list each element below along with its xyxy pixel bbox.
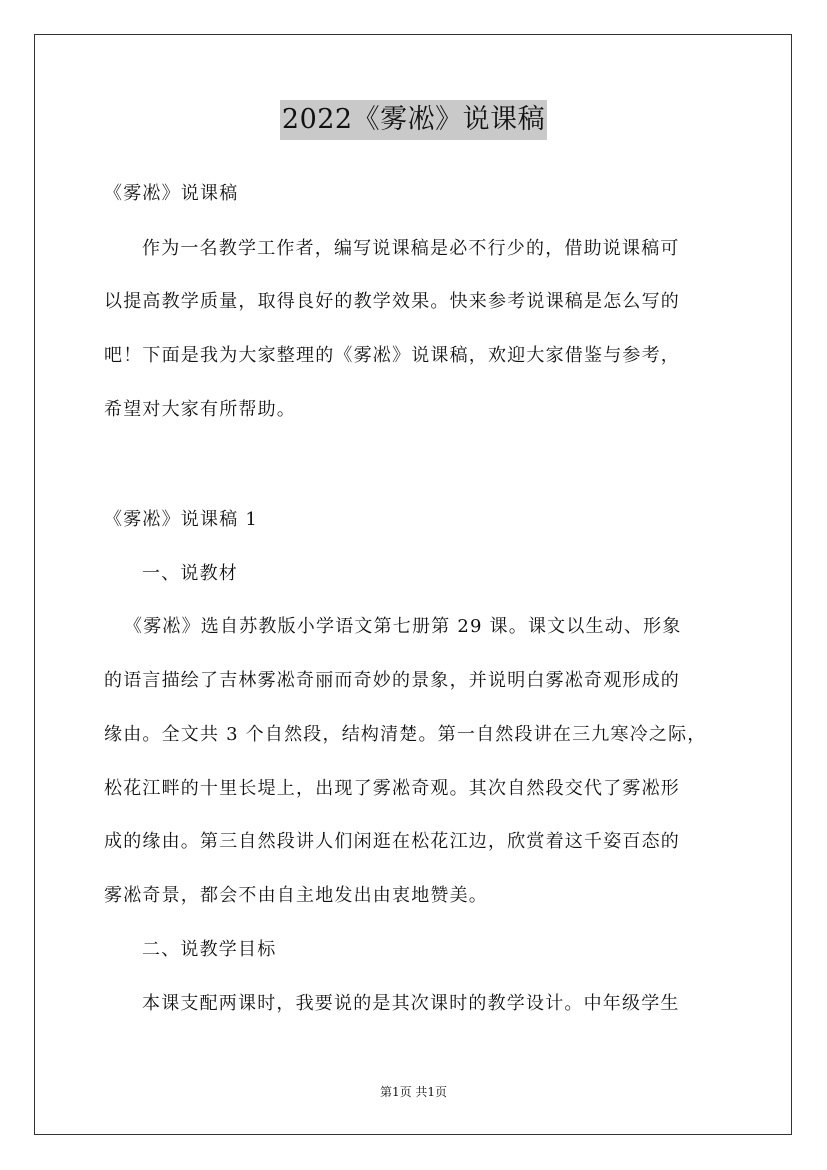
- heading-teaching-material: 一、说教材: [142, 563, 238, 584]
- paragraph-line: 成的缘由。第三自然段讲人们闲逛在松花江边，欣赏着这千姿百态的: [104, 831, 680, 852]
- section-title: 《雾凇》说课稿 1: [104, 509, 258, 530]
- document-title: 2022《雾凇》说课稿: [280, 100, 547, 140]
- intro-line: 以提高教学质量，取得良好的教学效果。快来参考说课稿是怎么写的: [104, 291, 680, 312]
- intro-line: 吧！下面是我为大家整理的《雾凇》说课稿，欢迎大家借鉴与参考，: [104, 345, 680, 366]
- paragraph-line: 的语言描绘了吉林雾凇奇丽而奇妙的景象，并说明白雾凇奇观形成的: [104, 670, 680, 691]
- page-footer: 第1页 共1页: [379, 1085, 448, 1099]
- intro-line: 希望对大家有所帮助。: [104, 399, 296, 420]
- document-subtitle: 《雾凇》说课稿: [104, 183, 239, 204]
- heading-teaching-objectives: 二、说教学目标: [142, 939, 277, 960]
- title-container: [0, 100, 827, 140]
- intro-line: 作为一名教学工作者，编写说课稿是必不行少的，借助说课稿可: [142, 238, 680, 259]
- paragraph-line: 松花江畔的十里长堤上，出现了雾凇奇观。其次自然段交代了雾凇形: [104, 778, 680, 799]
- paragraph-line: 本课支配两课时，我要说的是其次课时的教学设计。中年级学生: [142, 993, 680, 1014]
- paragraph-line: 雾凇奇景，都会不由自主地发出由衷地赞美。: [104, 885, 488, 906]
- paragraph-line: 《雾凇》选自苏教版小学语文第七册第 29 课。课文以生动、形象: [124, 616, 682, 637]
- paragraph-line: 缘由。全文共 3 个自然段，结构清楚。第一自然段讲在三九寒冷之际，: [104, 724, 707, 745]
